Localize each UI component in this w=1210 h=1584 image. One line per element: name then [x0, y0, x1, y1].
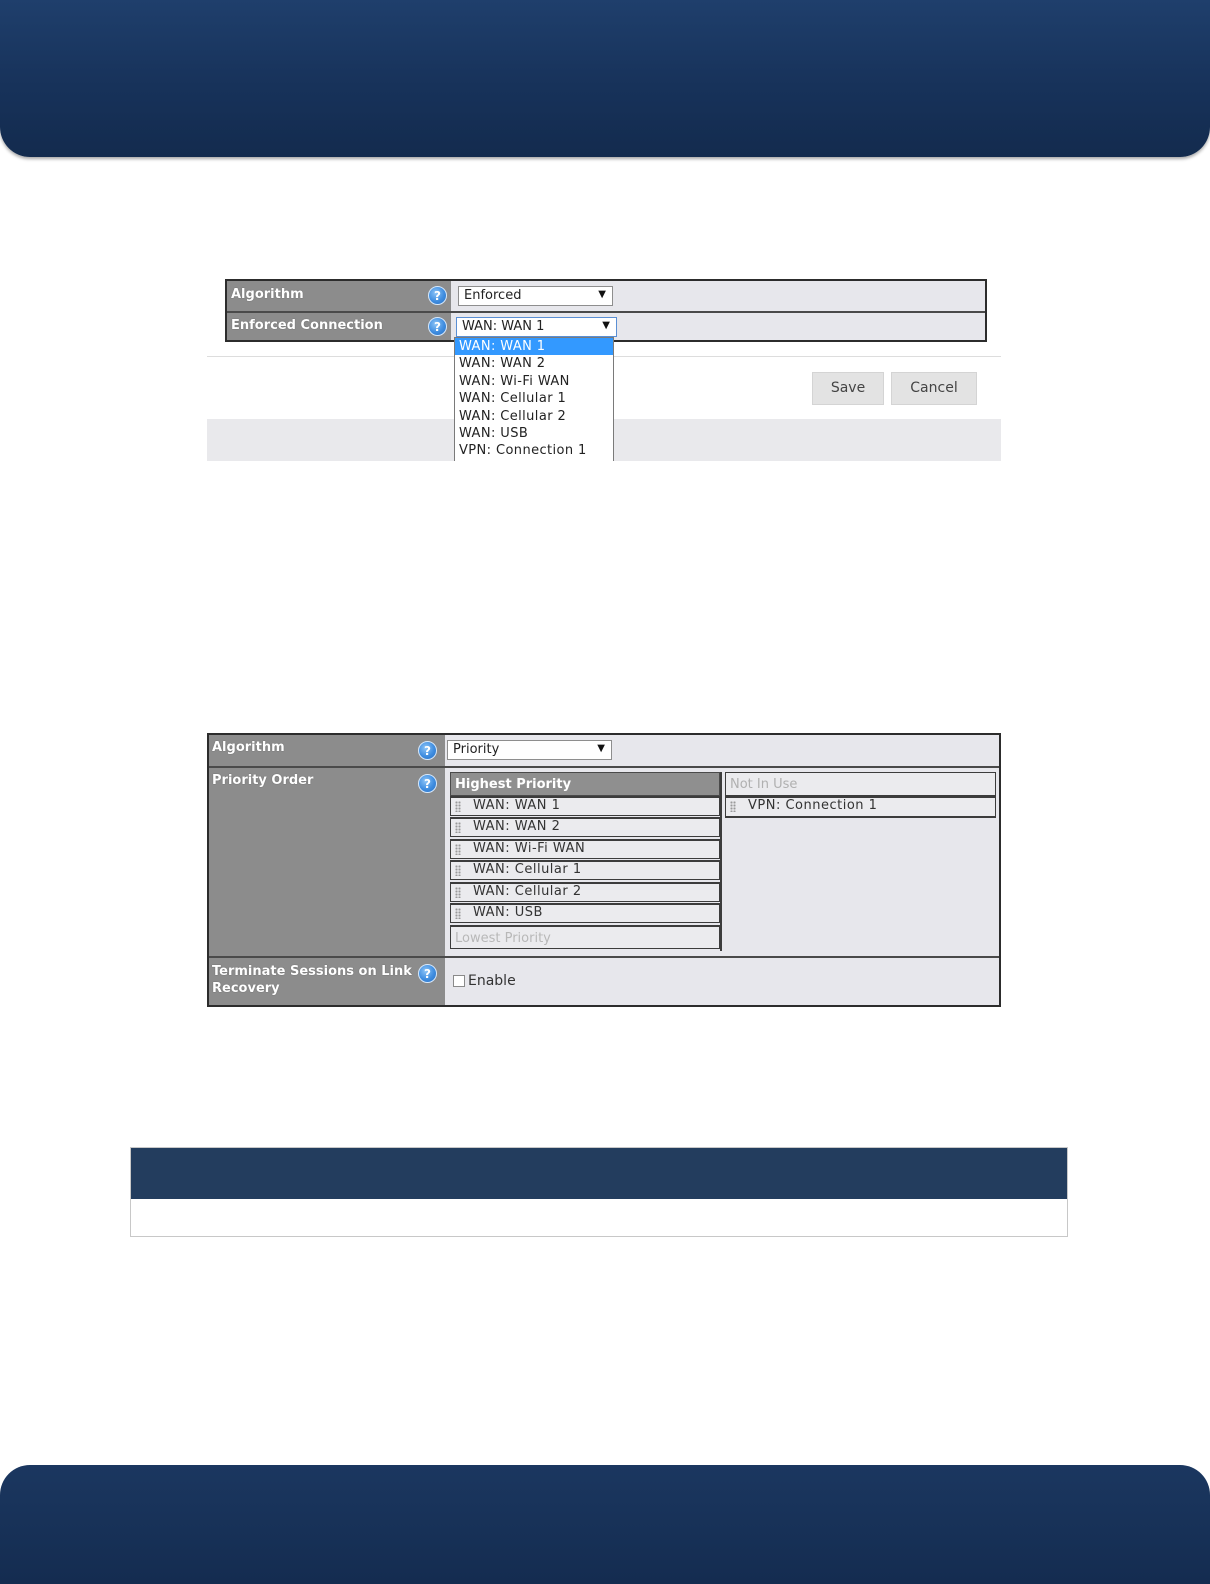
priority-item-cellular2[interactable]: [450, 882, 720, 902]
algorithm-label: Algorithm: [209, 735, 445, 766]
page-header-banner: [0, 0, 1210, 157]
not-in-use-header: Not In Use: [725, 772, 996, 796]
not-in-use-item-vpn[interactable]: [725, 796, 996, 818]
priority-item-usb[interactable]: [450, 903, 720, 923]
algorithm-label: Algorithm: [227, 281, 451, 311]
help-icon[interactable]: ?: [418, 774, 437, 793]
algorithm-row: [227, 281, 985, 313]
chevron-down-icon: ▼: [597, 743, 605, 754]
drag-handle-icon[interactable]: [455, 801, 461, 812]
settings-table-header: [131, 1148, 1067, 1199]
dropdown-option[interactable]: WAN: Cellular 1: [459, 391, 567, 407]
dropdown-option[interactable]: WAN: Cellular 2: [459, 408, 567, 424]
dropdown-option[interactable]: WAN: WAN 1: [455, 338, 613, 355]
terminate-sessions-row: [209, 958, 999, 1005]
priority-item-label: WAN: Cellular 2: [473, 884, 582, 899]
column-divider: [720, 772, 722, 951]
cancel-button[interactable]: Cancel: [891, 372, 977, 405]
enforced-connection-row: [227, 313, 985, 340]
drag-handle-icon[interactable]: [455, 908, 461, 919]
dropdown-option[interactable]: WAN: Wi-Fi WAN: [459, 373, 570, 389]
algorithm-select-value: Enforced: [464, 288, 522, 303]
priority-order-label: Priority Order: [209, 768, 445, 958]
highest-priority-header: Highest Priority: [450, 772, 720, 796]
help-icon[interactable]: ?: [418, 741, 437, 760]
priority-item-label: WAN: Cellular 1: [473, 862, 582, 877]
enforced-form-table: [225, 279, 987, 342]
priority-item-label: WAN: WAN 1: [473, 798, 561, 813]
enforced-connection-value: WAN: WAN 1: [462, 319, 545, 334]
drag-handle-icon[interactable]: [455, 887, 461, 898]
enforced-connection-label: Enforced Connection: [227, 313, 451, 340]
priority-settings-screenshot: [207, 733, 1001, 1007]
settings-table: [130, 1147, 1068, 1237]
chevron-down-icon: ▼: [598, 289, 606, 300]
chevron-down-icon: ▼: [602, 320, 610, 331]
not-in-use-item-label: VPN: Connection 1: [748, 798, 878, 813]
drag-handle-icon[interactable]: [455, 865, 461, 876]
algorithm-select-value: Priority: [453, 742, 500, 757]
terminate-sessions-label: Terminate Sessions on Link Recovery: [209, 958, 445, 1005]
priority-item-cellular1[interactable]: [450, 860, 720, 880]
save-button[interactable]: Save: [812, 372, 884, 405]
priority-item-label: WAN: WAN 2: [473, 819, 561, 834]
help-icon[interactable]: ?: [428, 286, 447, 305]
algorithm-row: [209, 735, 999, 766]
lowest-priority-footer: Lowest Priority: [450, 925, 720, 949]
enable-checkbox[interactable]: [453, 975, 465, 987]
dropdown-option[interactable]: WAN: WAN 2: [459, 356, 546, 372]
enable-checkbox-label: Enable: [468, 973, 516, 989]
enforced-connection-dropdown[interactable]: [454, 337, 614, 461]
enforced-connection-select[interactable]: [456, 317, 617, 337]
help-icon[interactable]: ?: [418, 964, 437, 983]
priority-item-wan2[interactable]: [450, 817, 720, 837]
dropdown-option[interactable]: VPN: Connection 1: [459, 443, 587, 459]
priority-item-wifi-wan[interactable]: [450, 839, 720, 859]
priority-item-label: WAN: USB: [473, 905, 543, 920]
priority-item-wan1[interactable]: [450, 796, 720, 816]
dropdown-option[interactable]: WAN: USB: [459, 425, 529, 441]
priority-item-label: WAN: Wi-Fi WAN: [473, 841, 586, 856]
enforced-settings-screenshot: [207, 278, 1001, 461]
drag-handle-icon[interactable]: [455, 844, 461, 855]
help-icon[interactable]: ?: [428, 317, 447, 336]
algorithm-select[interactable]: [458, 286, 613, 306]
page-footer-banner: [0, 1465, 1210, 1584]
drag-handle-icon[interactable]: [730, 801, 736, 812]
drag-handle-icon[interactable]: [455, 822, 461, 833]
algorithm-select[interactable]: [447, 740, 612, 760]
